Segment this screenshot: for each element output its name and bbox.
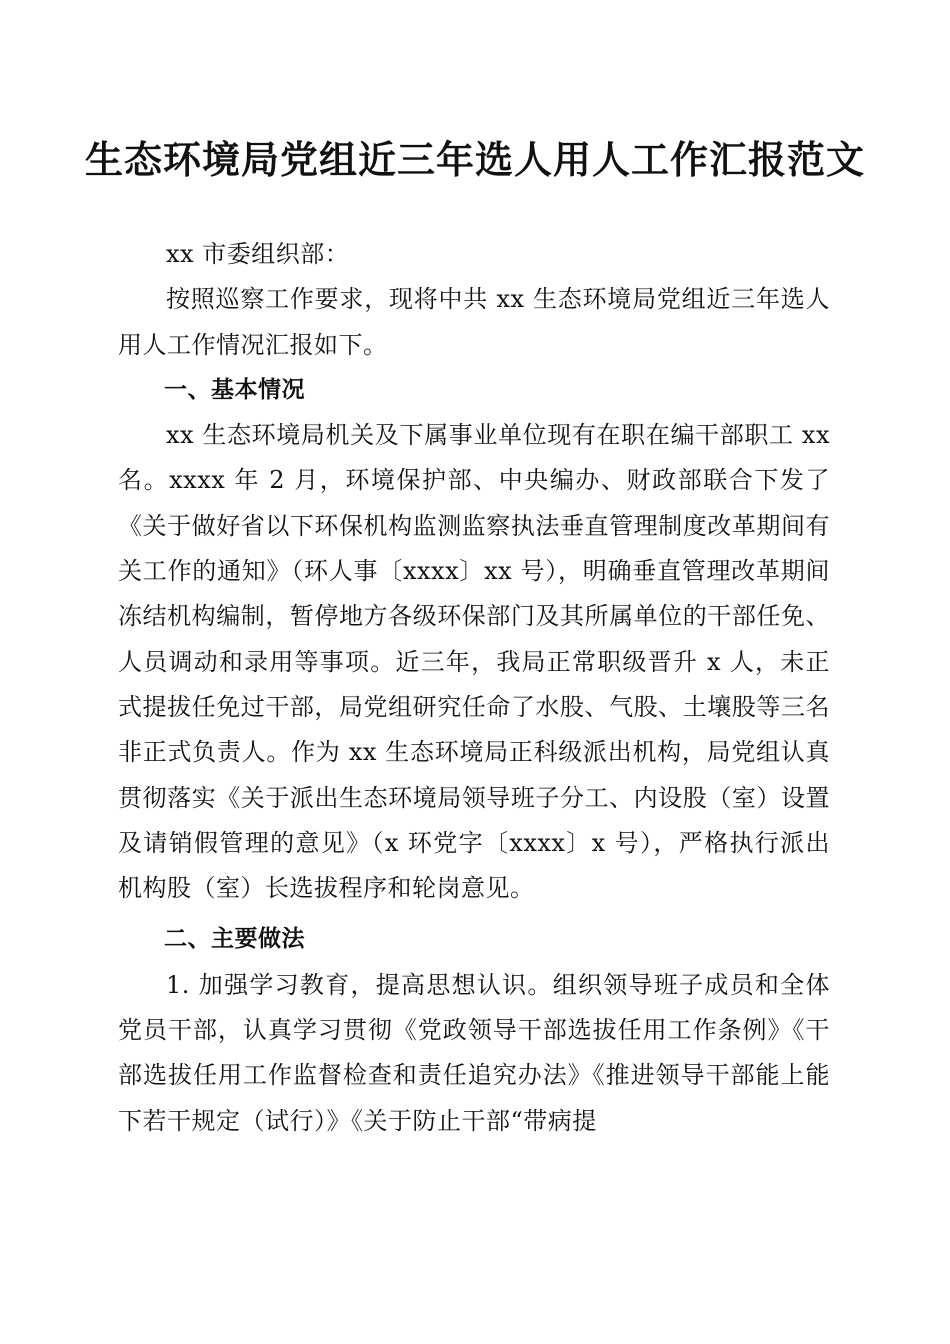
salutation: xx 市委组织部： (166, 240, 350, 268)
section-heading-basic-situation: 一、基本情况 (164, 376, 305, 403)
basic-situation-paragraph: xx 生态环境局机关及下属事业单位现有在职在编干部职工 xx 名。xxxx 年 2 月，环境保护部、中央编办、财政部联合下发了《关于做好省以下环保机构监测监察执法垂直管理制度改革期间有关工作的通知》（环人事〔xxxx〕xx 号），明确垂直管理改革期间冻结机构编制，暂停地方各级环保部门及其所属单位的干部任免、人员调动和录用等事项。近三年，我局正常职级晋升 x 人，未正式提拔任免过干部，局党组研究任命了水股、气股、土壤股等三名非正式负责人。作为 xx 生态环境局正科级派出机构，局党组认真贯彻落实《关于派出生态环境局领导班子分工、内设股（室）设置及请销假管理的意见》（x 环党字〔xxxx〕x 号），严格执行派出机构股（室）长选拔程序和轮岗意见。 (118, 421, 830, 903)
document-body (118, 232, 830, 1144)
intro-paragraph: 按照巡察工作要求，现将中共 xx 生态环境局党组近三年选人用人工作情况汇报如下。 (118, 285, 830, 359)
document-title: 生态环境局党组近三年选人用人工作汇报范文 (84, 137, 865, 182)
main-practices-paragraph: 1. 加强学习教育，提高思想认识。组织领导班子成员和全体党员干部，认真学习贯彻《党政领导干部选拔任用工作条例》《干部选拔任用工作监督检查和责任追究办法》《推进领导干部能上能下若干规定（试行）》《关于防止干部“带病提 (118, 970, 830, 1135)
section-heading-main-practices: 二、主要做法 (164, 926, 305, 953)
